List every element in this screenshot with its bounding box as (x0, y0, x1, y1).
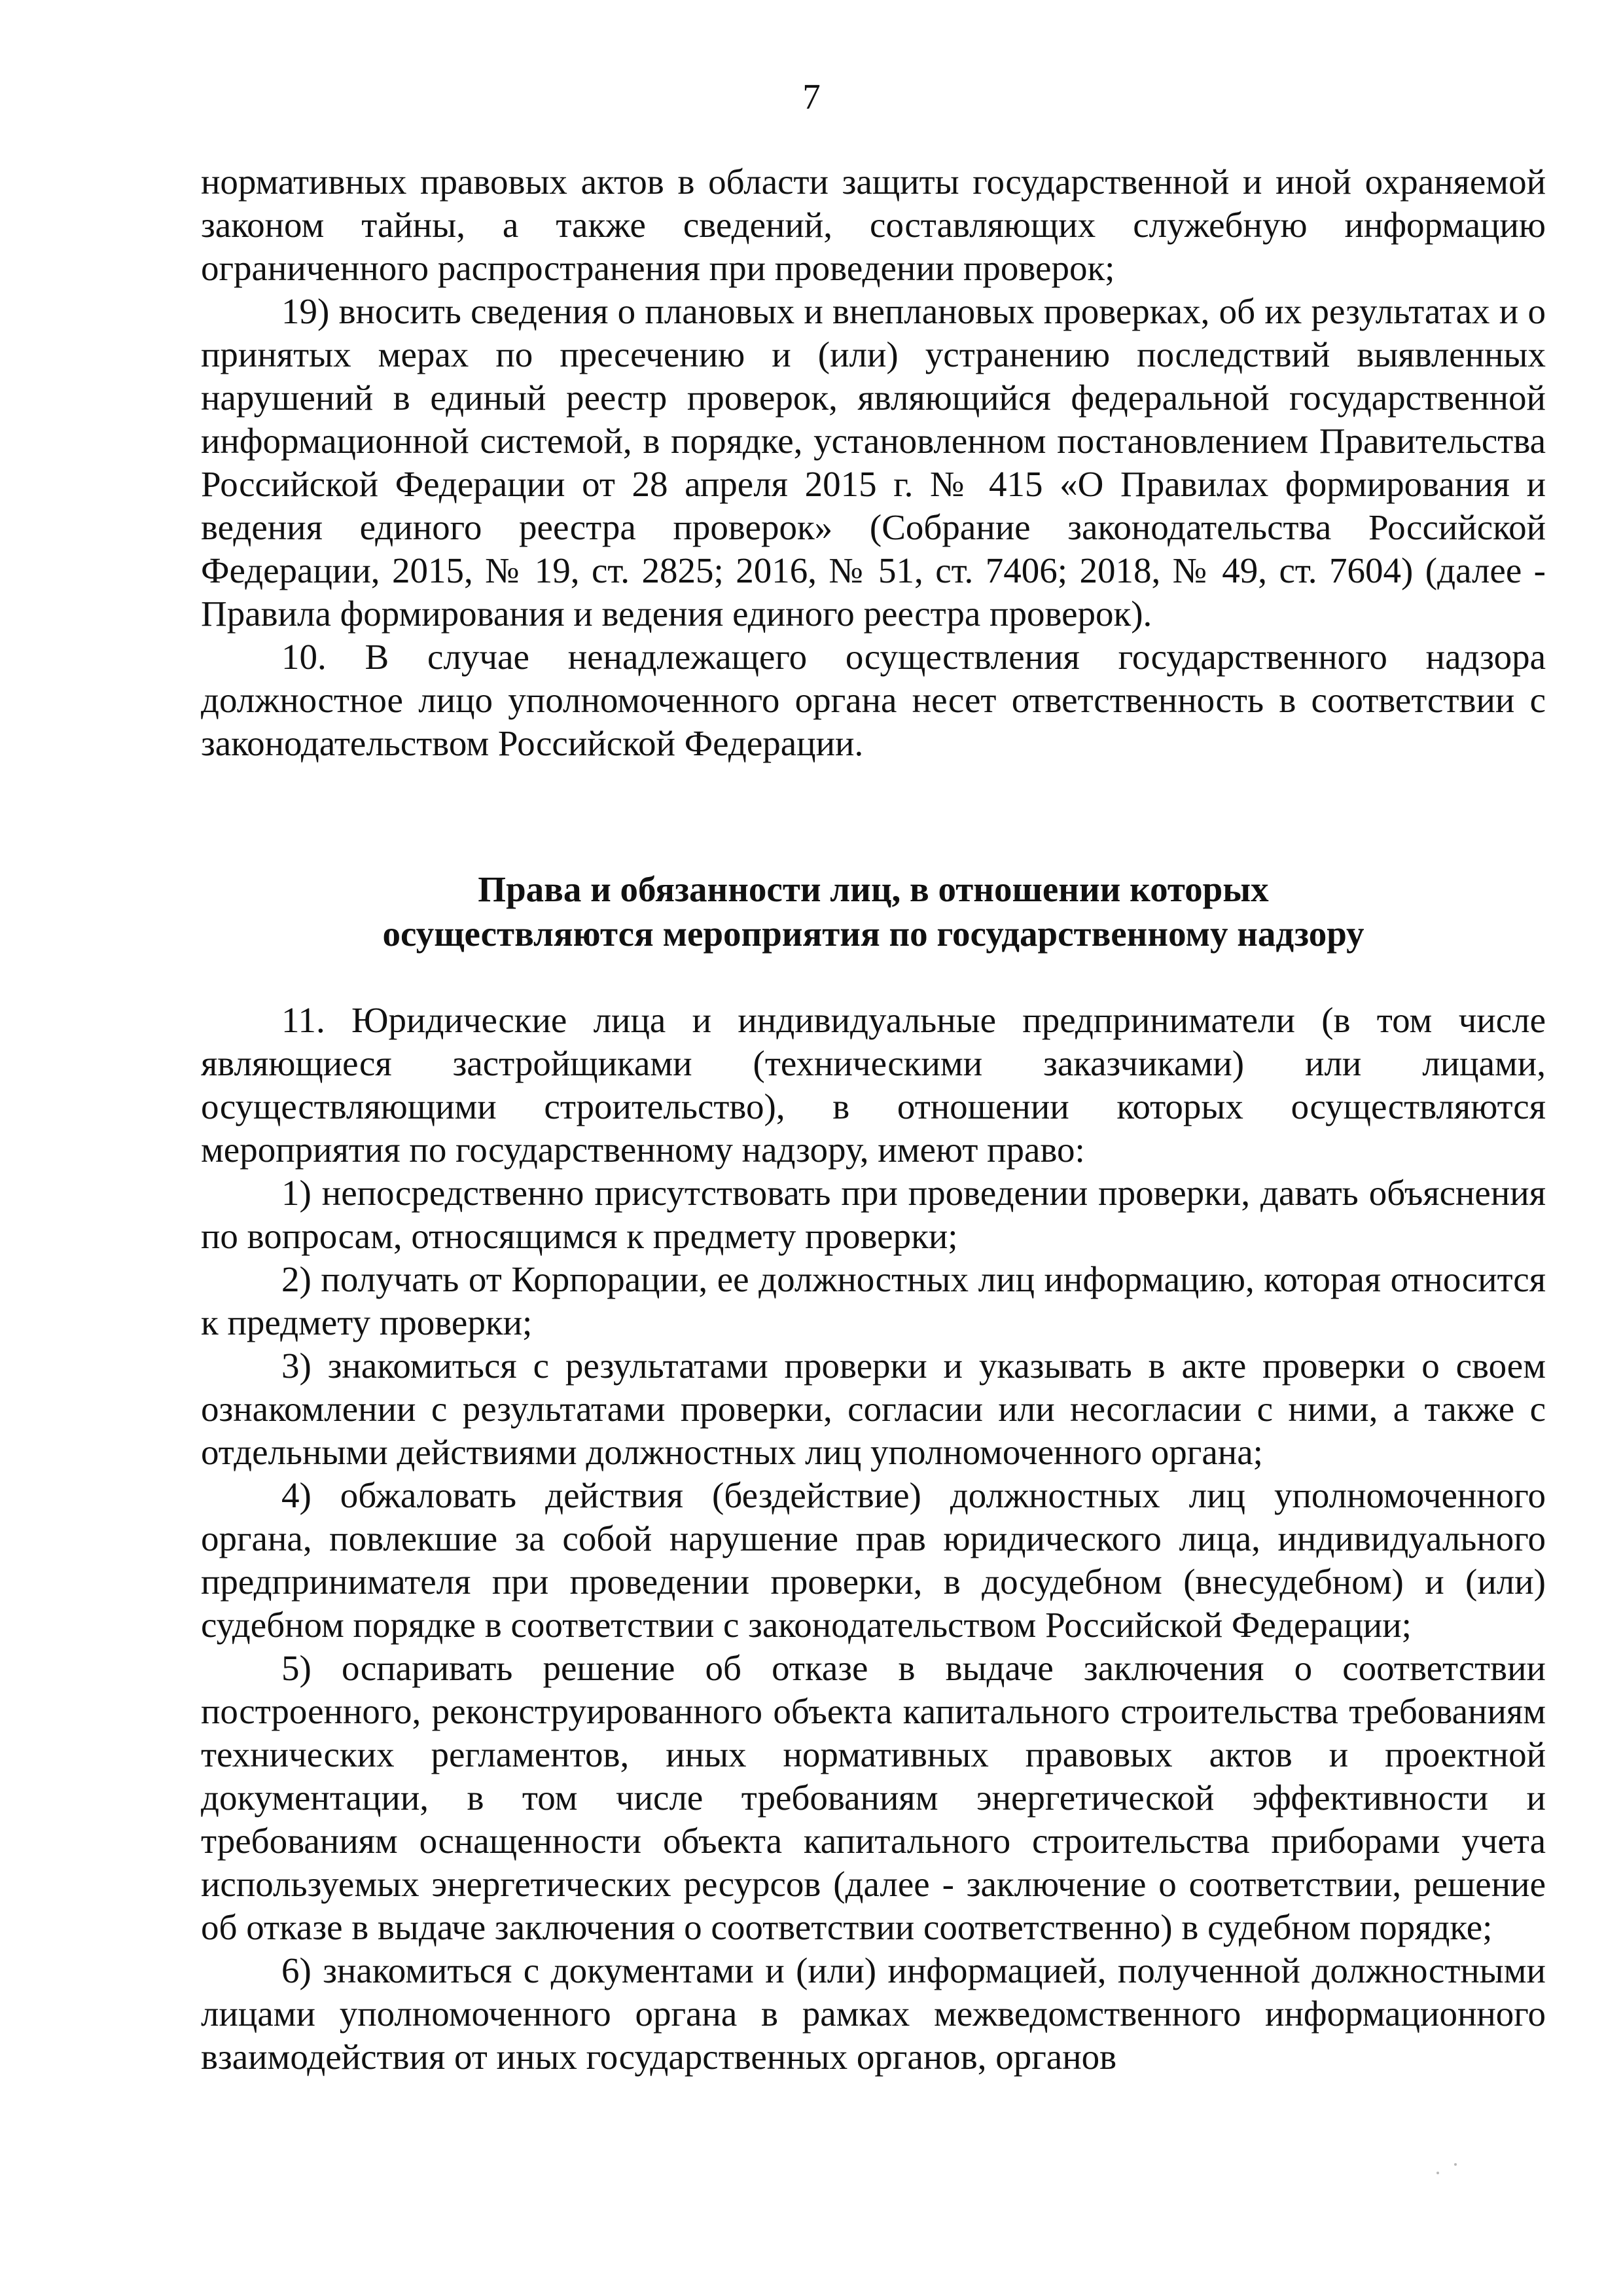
paragraph-item-1: 1) непосредственно присутствовать при проведении проверки, давать объяснения по вопросам, относящимся к предмету проверки; (201, 1173, 1546, 1256)
page-number: 7 (802, 77, 821, 117)
scan-speck (1436, 2172, 1439, 2174)
section-heading (201, 867, 1546, 956)
paragraph-continuation: нормативных правовых актов в области защиты государственной и иной охраняемой законом тайны, а также сведений, составляющих служебную информацию ограниченного распространения при проведении проверок; (201, 162, 1546, 288)
section-heading-line-2: осуществляются мероприятия по государственному надзору (382, 914, 1364, 954)
paragraph-item-5: 5) оспаривать решение об отказе в выдаче заключения о соответствии построенного, реконструированного объекта капитального строительства требованиям технических регламентов, иных нормативных правовых актов и проектной документации, в том числе требованиям энергетической эффективности и требованиям оснащенности объекта капитального строительства приборами учета используемых энергетических ресурсов (далее - заключение о соответствии, решение об отказе в выдаче заключения о соответствии соответственно) в судебном порядке; (201, 1648, 1546, 1947)
paragraph-item-6: 6) знакомиться с документами и (или) информацией, полученной должностными лицами уполномоченного органа в рамках межведомственного информационного взаимодействия от иных государственных органов, органов (201, 1950, 1546, 2077)
paragraph-item-3: 3) знакомиться с результатами проверки и указывать в акте проверки о своем ознакомлении с результатами проверки, согласии или несогласии с ними, а также с отдельными действиями должностных лиц уполномоченного органа; (201, 1346, 1546, 1472)
scan-speck (1454, 2163, 1457, 2166)
paragraph-clause-11: 11. Юридические лица и индивидуальные предприниматели (в том числе являющиеся застройщиками (техническими заказчиками) или лицами, осуществляющими строительство), в отношении которых осуществляются мероприятия по государственному надзору, имеют право: (201, 1000, 1546, 1170)
paragraph-clause-10: 10. В случае ненадлежащего осуществления государственного надзора должностное лицо уполномоченного органа несет ответственность в соответствии с законодательством Российской Федерации. (201, 637, 1546, 763)
paragraph-item-2: 2) получать от Корпорации, ее должностных лиц информацию, которая относится к предмету проверки; (201, 1259, 1546, 1342)
text-block-rights (201, 999, 1546, 2079)
paragraph-item-4: 4) обжаловать действия (бездействие) должностных лиц уполномоченного органа, повлекшие за собой нарушение прав юридического лица, индивидуального предпринимателя при проведении проверки, в досудебном (внесудебном) и (или) судебном порядке в соответствии с законодательством Российской Федерации; (201, 1475, 1546, 1645)
paragraph-item-19: 19) вносить сведения о плановых и внеплановых проверках, об их результатах и о принятых мерах по пресечению и (или) устранению последствий выявленных нарушений в единый реестр проверок, являющийся федеральной государственной информационной системой, в порядке, установленном постановлением Правительства Российской Федерации от 28 апреля 2015 г. № 415 «О Правилах формирования и ведения единого реестра проверок» (Собрание законодательства Российской Федерации, 2015, № 19, ст. 2825; 2016, № 51, ст. 7406; 2018, № 49, ст. 7604) (далее - Правила формирования и ведения единого реестра проверок). (201, 291, 1546, 634)
section-heading-line-1: Права и обязанности лиц, в отношении которых (478, 869, 1269, 909)
text-block-continuation (201, 160, 1546, 765)
